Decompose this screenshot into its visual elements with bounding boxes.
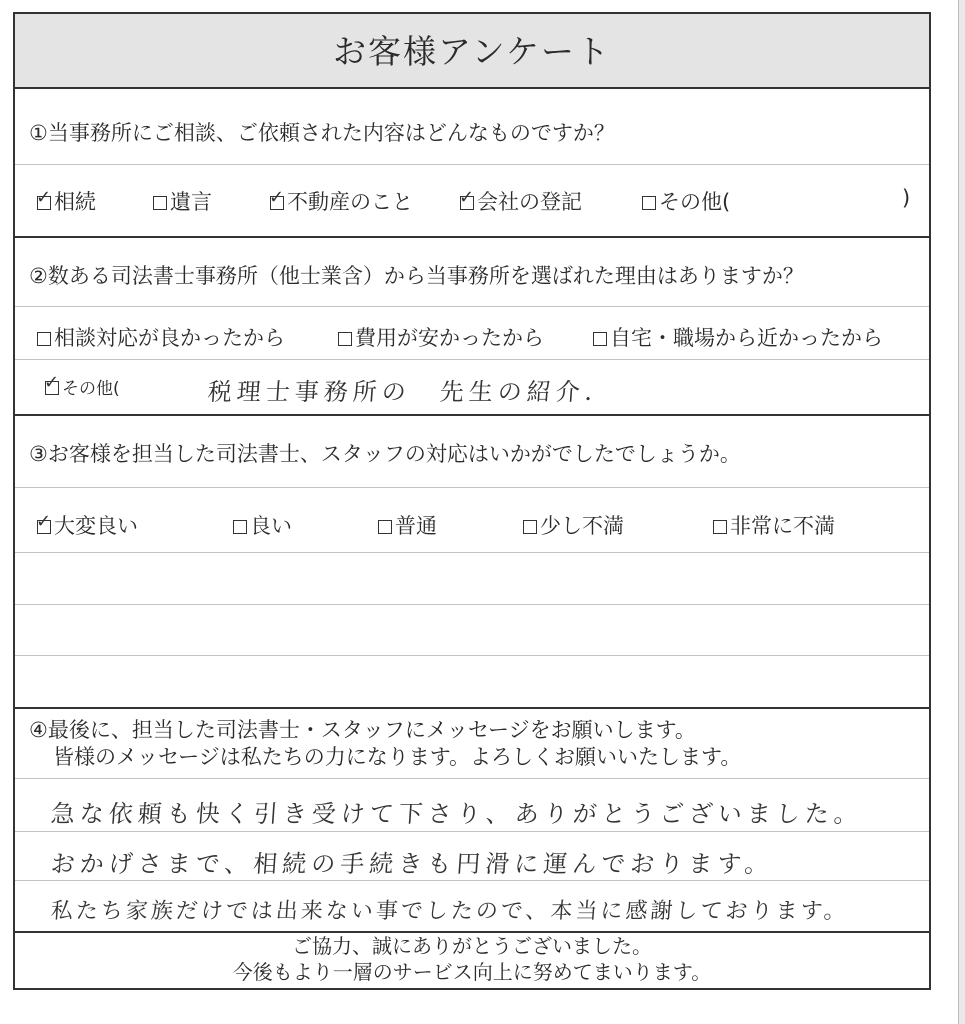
q3-question: ③お客様を担当した司法書士、スタッフの対応はいかがでしたでしょうか。: [29, 442, 741, 466]
checkbox-icon[interactable]: [37, 332, 51, 346]
checkbox-checked-icon[interactable]: [37, 520, 51, 534]
q3-option-normal[interactable]: [378, 510, 437, 540]
section-divider: [15, 236, 929, 238]
option-label: その他(: [659, 190, 731, 214]
survey-sheet: [13, 12, 931, 990]
footer-line1: ご協力、誠にありがとうございました。: [292, 934, 652, 958]
q3-divider: [15, 552, 929, 553]
q1-other-close: ): [902, 186, 911, 210]
checkbox-checked-icon[interactable]: [37, 196, 51, 210]
option-label: 会社の登記: [477, 190, 582, 214]
survey-title: お客様アンケート: [15, 14, 929, 89]
checkbox-icon[interactable]: [338, 332, 352, 346]
checkbox-icon[interactable]: [523, 520, 537, 534]
q3-option-very-good[interactable]: [37, 510, 138, 540]
q2-option-location[interactable]: [593, 322, 883, 352]
q4-divider: [15, 831, 929, 832]
q3-divider: [15, 487, 929, 488]
footer: [15, 930, 929, 988]
footer-line2: 今後もより一層のサービス向上に努めてまいります。: [232, 960, 712, 984]
checkbox-icon[interactable]: [593, 332, 607, 346]
checkbox-icon[interactable]: [642, 196, 656, 210]
q2-other-answer: 税理士事務所の 先生の紹介．: [206, 378, 615, 406]
checkbox-checked-icon[interactable]: [270, 196, 284, 210]
q1-option-other[interactable]: [642, 186, 730, 216]
checkbox-icon[interactable]: [153, 196, 167, 210]
option-label: その他(: [62, 379, 120, 399]
option-label: 大変良い: [54, 514, 138, 538]
q3-divider: [15, 604, 929, 605]
q4-question-line1: ④最後に、担当した司法書士・スタッフにメッセージをお願いします。: [29, 718, 696, 742]
q4-divider: [15, 880, 929, 881]
section-divider: [15, 707, 929, 709]
q2-option-cost[interactable]: [338, 322, 544, 352]
checkbox-checked-icon[interactable]: [460, 196, 474, 210]
section-divider: [15, 414, 929, 416]
q1-divider: [15, 164, 929, 165]
q3-option-very-dissatisfied[interactable]: [713, 510, 835, 540]
option-label: 普通: [395, 514, 437, 538]
checkbox-icon[interactable]: [233, 520, 247, 534]
q1-option-real-estate[interactable]: [270, 186, 413, 216]
q1-option-will[interactable]: [153, 186, 212, 216]
checkbox-checked-icon[interactable]: [45, 381, 59, 395]
option-label: 費用が安かったから: [355, 326, 544, 350]
q3-divider: [15, 655, 929, 656]
q2-question: ②数ある司法書士事務所（他士業含）から当事務所を選ばれた理由はありますか？: [29, 264, 804, 288]
q4-divider: [15, 778, 929, 779]
checkbox-icon[interactable]: [713, 520, 727, 534]
option-label: 少し不満: [540, 514, 624, 538]
option-label: 良い: [250, 514, 292, 538]
q2-divider: [15, 306, 929, 307]
q4-answer-line: おかげさまで、相続の手続きも円滑に運んでおります。: [49, 850, 775, 878]
option-label: 遺言: [170, 190, 212, 214]
q2-divider: [15, 359, 929, 360]
q4-answer-line: 急な依頼も快く引き受けて下さり、ありがとうございました。: [49, 800, 864, 828]
q4-question-line2: 皆様のメッセージは私たちの力になります。よろしくお願いいたします。: [53, 745, 742, 769]
q1-option-inheritance[interactable]: [37, 186, 96, 216]
q4-answer-line: 私たち家族だけでは出来ない事でしたので、本当に感謝しております。: [49, 899, 850, 924]
q2-option-consultation[interactable]: [37, 322, 285, 352]
option-label: 非常に不満: [730, 514, 835, 538]
q1-question: ①当事務所にご相談、ご依頼された内容はどんなものですか？: [29, 121, 615, 145]
scan-edge: [958, 0, 965, 1024]
option-label: 相談対応が良かったから: [54, 326, 285, 350]
q1-option-company-registration[interactable]: [460, 186, 582, 216]
option-label: 自宅・職場から近かったから: [610, 326, 883, 350]
checkbox-icon[interactable]: [378, 520, 392, 534]
q3-option-good[interactable]: [233, 510, 292, 540]
option-label: 相続: [54, 190, 96, 214]
q2-option-other[interactable]: [45, 374, 120, 399]
option-label: 不動産のこと: [287, 190, 413, 214]
q3-option-slightly-dissatisfied[interactable]: [523, 510, 624, 540]
